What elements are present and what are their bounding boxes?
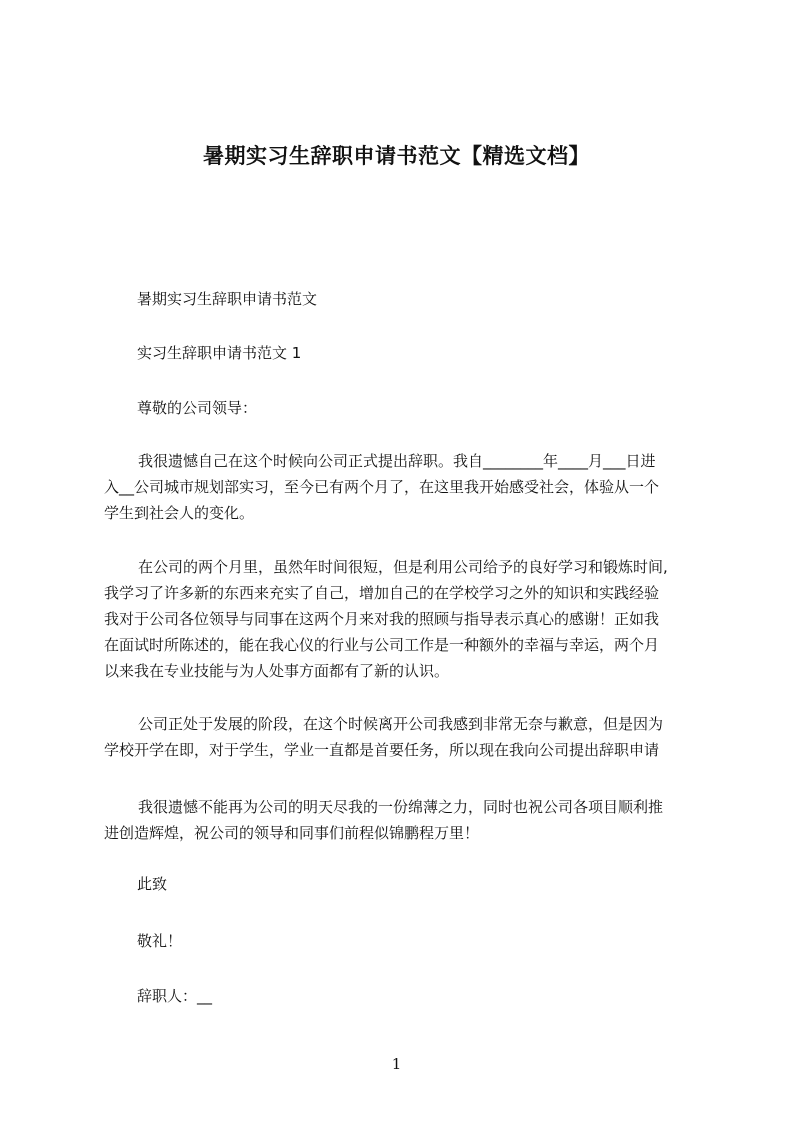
paragraph-line: 入__公司城市规划部实习，至今已有两个月了，在这里我开始感受社会，体验从一个 [104,478,660,496]
closing-salute: 敬礼！ [137,932,183,950]
paragraph-line: 我学习了许多新的东西来充实了自己，增加自己的在学校学习之外的知识和实践经验 [104,584,660,602]
paragraph-line: 我很遗憾自己在这个时候向公司正式提出辞职。我自________年____月___日进 [138,452,656,470]
paragraph-2 [104,554,704,684]
paragraph-line: 学生到社会人的变化。 [104,504,255,522]
paragraph-line: 在公司的两个月里，虽然年时间很短，但是利用公司给予的良好学习和锻炼时间, [138,558,668,576]
paragraph-line: 以来我在专业技能与为人处事方面都有了新的认识。 [104,662,450,680]
paragraph-line: 我对于公司各位领导与同事在这两个月来对我的照顾与指导表示真心的感谢！正如我 [104,610,660,628]
document-title: 暑期实习生辞职申请书范文【精选文档】 [203,144,590,168]
document-subtitle: 暑期实习生辞职申请书范文 [137,290,318,308]
paragraph-line: 我很遗憾不能再为公司的明天尽我的一份绵薄之力，同时也祝公司各项目顺利推 [138,798,664,816]
paragraph-3 [104,711,704,763]
paragraph-line: 进创造辉煌，祝公司的领导和同事们前程似锦鹏程万里！ [104,824,480,842]
paragraph-line: 学校开学在即，对于学生，学业一直都是首要任务，所以现在我向公司提出辞职申请 [104,741,660,759]
paragraph-line: 公司正处于发展的阶段，在这个时候离开公司我感到非常无奈与歉意，但是因为 [138,715,664,733]
paragraph-4 [104,794,704,846]
paragraph-1 [104,448,704,526]
section-heading: 实习生辞职申请书范文 1 [137,344,302,362]
page-number: 1 [391,1055,402,1073]
salutation: 尊敬的公司领导： [137,399,258,417]
signature-line: 辞职人：__ [137,987,213,1005]
closing-regards: 此致 [137,875,168,893]
paragraph-line: 在面试时所陈述的，能在我心仪的行业与公司工作是一种额外的幸福与幸运，两个月 [104,636,660,654]
